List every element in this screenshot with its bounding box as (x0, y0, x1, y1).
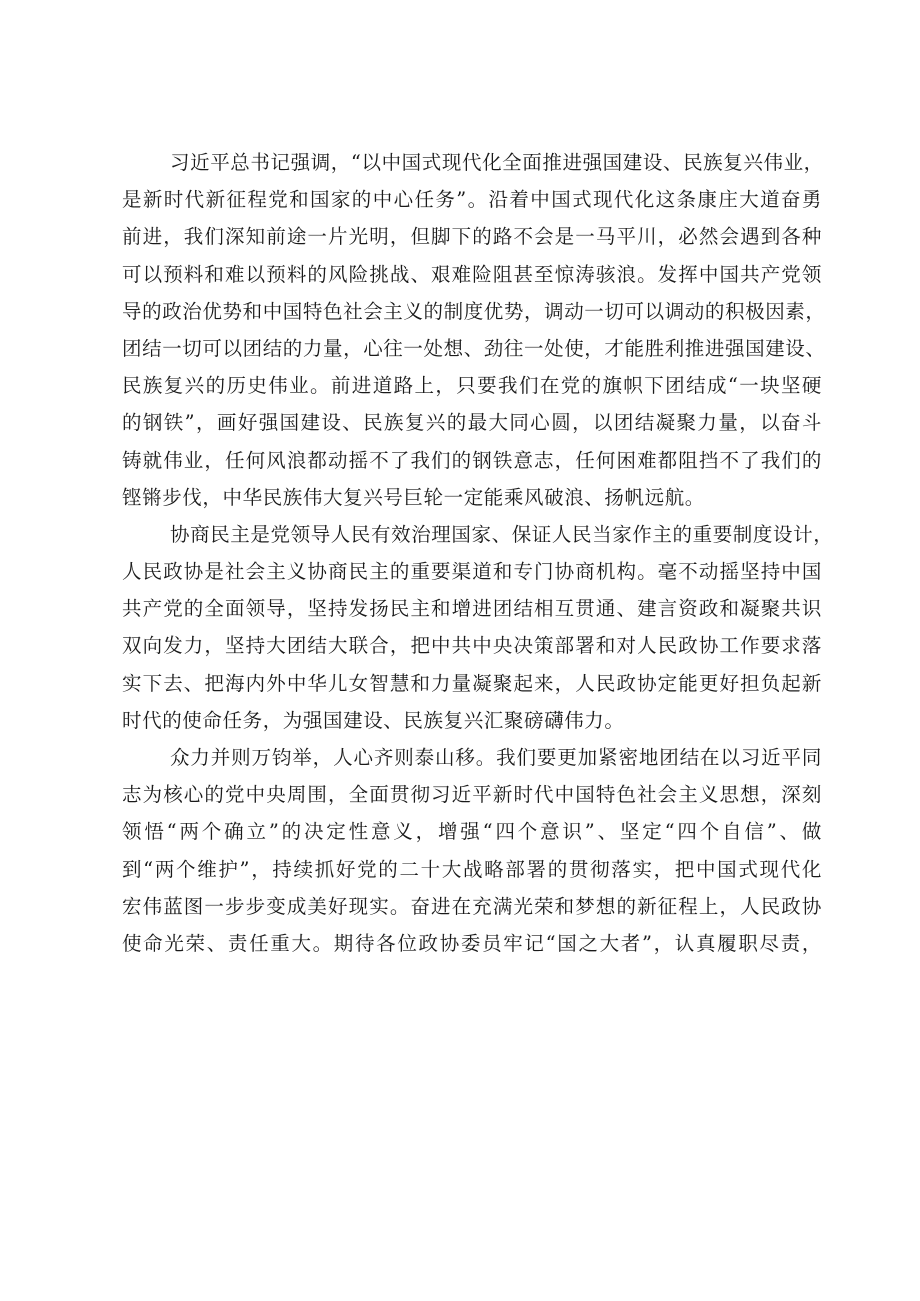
paragraph-2 (122, 516, 834, 739)
text-line: 是新时代新征程党和国家的中心任务”。沿着中国式现代化这条康庄大道奋勇 (122, 188, 822, 212)
text-line: 导的政治优势和中国特色社会主义的制度优势，调动一切可以调动的积极因素， (122, 299, 826, 323)
body-text (122, 144, 834, 962)
text-line: 团结一切可以团结的力量，心往一处想、劲往一处使，才能胜利推进强国建设、 (122, 336, 826, 360)
text-line: 到“两个维护”，持续抓好党的二十大战略部署的贯彻落实，把中国式现代化 (122, 857, 822, 881)
text-line: 共产党的全面领导，坚持发扬民主和增进团结相互贯通、建言资政和凝聚共识 (122, 597, 822, 621)
text-line: 民族复兴的历史伟业。前进道路上，只要我们在党的旗帜下团结成“一块坚硬 (122, 374, 822, 398)
text-line: 领悟“两个确立”的决定性意义，增强“四个意识”、坚定“四个自信”、做 (122, 820, 822, 844)
paragraph-3 (122, 739, 822, 962)
text-line: 志为核心的党中央周围，全面贯彻习近平新时代中国特色社会主义思想，深刻 (122, 783, 822, 807)
text-line: 双向发力，坚持大团结大联合，把中共中央决策部署和对人民政协工作要求落 (122, 634, 822, 658)
text-line: 可以预料和难以预料的风险挑战、艰难险阻甚至惊涛骇浪。发挥中国共产党领 (122, 262, 822, 286)
text-line: 众力并则万钧举，人心齐则泰山移。我们要更加紧密地团结在以习近平同 (170, 746, 822, 769)
text-line: 的钢铁”，画好强国建设、民族复兴的最大同心圆，以团结凝聚力量，以奋斗 (122, 411, 822, 435)
text-line: 铸就伟业，任何风浪都动摇不了我们的钢铁意志，任何困难都阻挡不了我们的 (122, 448, 822, 472)
text-line: 宏伟蓝图一步步变成美好现实。奋进在充满光荣和梦想的新征程上，人民政协 (122, 894, 822, 918)
paragraph-1 (122, 144, 826, 516)
text-line: 使命光荣、责任重大。期待各位政协委员牢记“国之大者”，认真履职尽责， (122, 931, 822, 955)
text-line: 人民政协是社会主义协商民主的重要渠道和专门协商机构。毫不动摇坚持中国 (122, 560, 822, 584)
text-line: 前进，我们深知前途一片光明，但脚下的路不会是一马平川，必然会遇到各种 (122, 225, 822, 249)
text-line: 实下去、把海内外中华儿女智慧和力量凝聚起来，人民政协定能更好担负起新 (122, 671, 822, 695)
text-line: 习近平总书记强调，“以中国式现代化全面推进强国建设、民族复兴伟业， (170, 151, 824, 174)
text-line: 协商民主是党领导人民有效治理国家、保证人民当家作主的重要制度设计， (170, 522, 834, 546)
text-line: 铿锵步伐，中华民族伟大复兴号巨轮一定能乘风破浪、扬帆远航。 (122, 485, 705, 509)
text-line: 时代的使命任务，为强国建设、民族复兴汇聚磅礴伟力。 (122, 708, 625, 732)
